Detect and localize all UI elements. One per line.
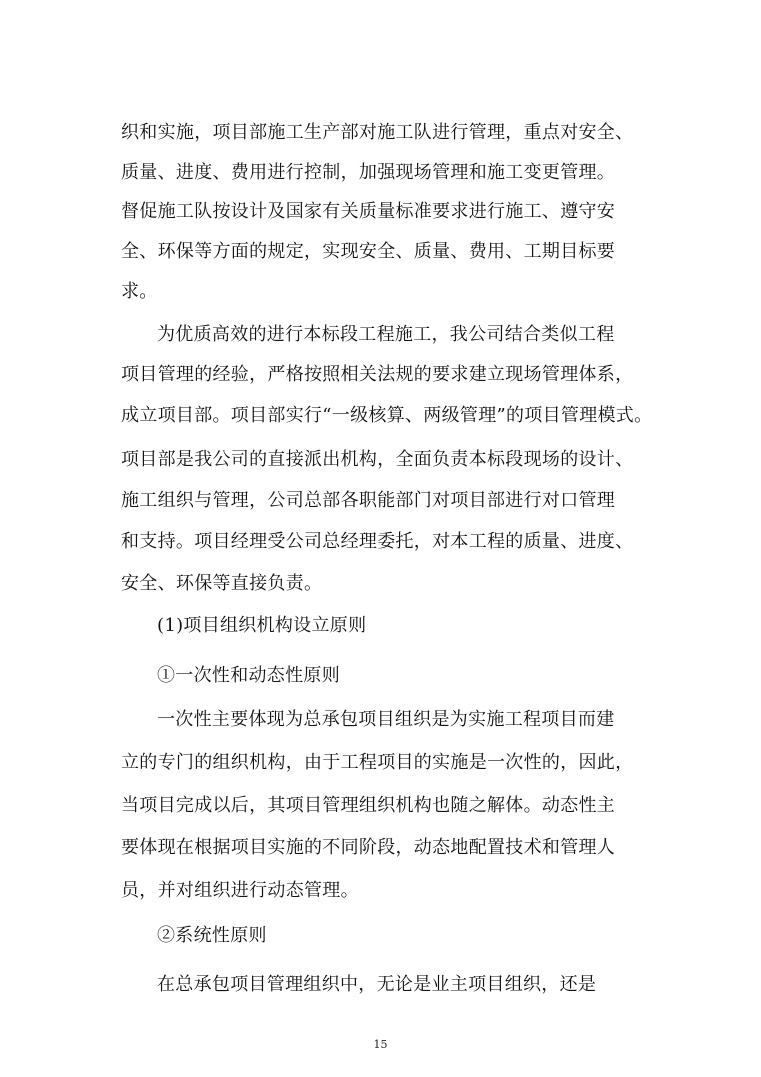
paragraph-line: 安全、环保等直接负责。 bbox=[121, 573, 323, 594]
paragraph-line: 为优质高效的进行本标段工程施工，我公司结合类似工程 bbox=[157, 324, 615, 345]
paragraph-line: 督促施工队按设计及国家有关质量标准要求进行施工、遵守安 bbox=[121, 201, 616, 222]
paragraph-line: 施工组织与管理，公司总部各职能部门对项目部进行对口管理 bbox=[121, 490, 616, 511]
subsection-heading: ①一次性和动态性原则 bbox=[157, 665, 340, 686]
paragraph-line: 项目管理的经验，严格按照相关法规的要求建立现场管理体系， bbox=[121, 364, 634, 385]
paragraph-line: 一次性主要体现为总承包项目组织是为实施工程项目而建 bbox=[157, 709, 615, 730]
paragraph-line: 求。 bbox=[121, 281, 158, 302]
paragraph-line: 和支持。项目经理受公司总经理委托，对本工程的质量、进度、 bbox=[121, 531, 634, 552]
paragraph-line: 员，并对组织进行动态管理。 bbox=[121, 880, 359, 901]
section-heading: (1)项目组织机构设立原则 bbox=[157, 615, 367, 636]
paragraph-line: 立的专门的组织机构，由于工程项目的实施是一次性的，因此， bbox=[121, 752, 634, 773]
subsection-heading: ②系统性原则 bbox=[157, 925, 267, 946]
paragraph-line: 项目部是我公司的直接派出机构，全面负责本标段现场的设计、 bbox=[121, 449, 634, 470]
paragraph-line: 当项目完成以后，其项目管理组织机构也随之解体。动态性主 bbox=[121, 795, 616, 816]
paragraph-line: 要体现在根据项目实施的不同阶段，动态地配置技术和管理人 bbox=[121, 837, 616, 858]
paragraph-line: 在总承包项目管理组织中，无论是业主项目组织，还是 bbox=[157, 974, 597, 995]
page-number: 15 bbox=[373, 1038, 388, 1051]
paragraph-line: 织和实施，项目部施工生产部对施工队进行管理，重点对安全、 bbox=[121, 122, 634, 143]
paragraph-line: 质量、进度、费用进行控制，加强现场管理和施工变更管理。 bbox=[121, 162, 616, 183]
paragraph-line: 全、环保等方面的规定，实现安全、质量、费用、工期目标要 bbox=[121, 241, 616, 262]
paragraph-line: 成立项目部。项目部实行“一级核算、两级管理”的项目管理模式。 bbox=[121, 405, 653, 426]
